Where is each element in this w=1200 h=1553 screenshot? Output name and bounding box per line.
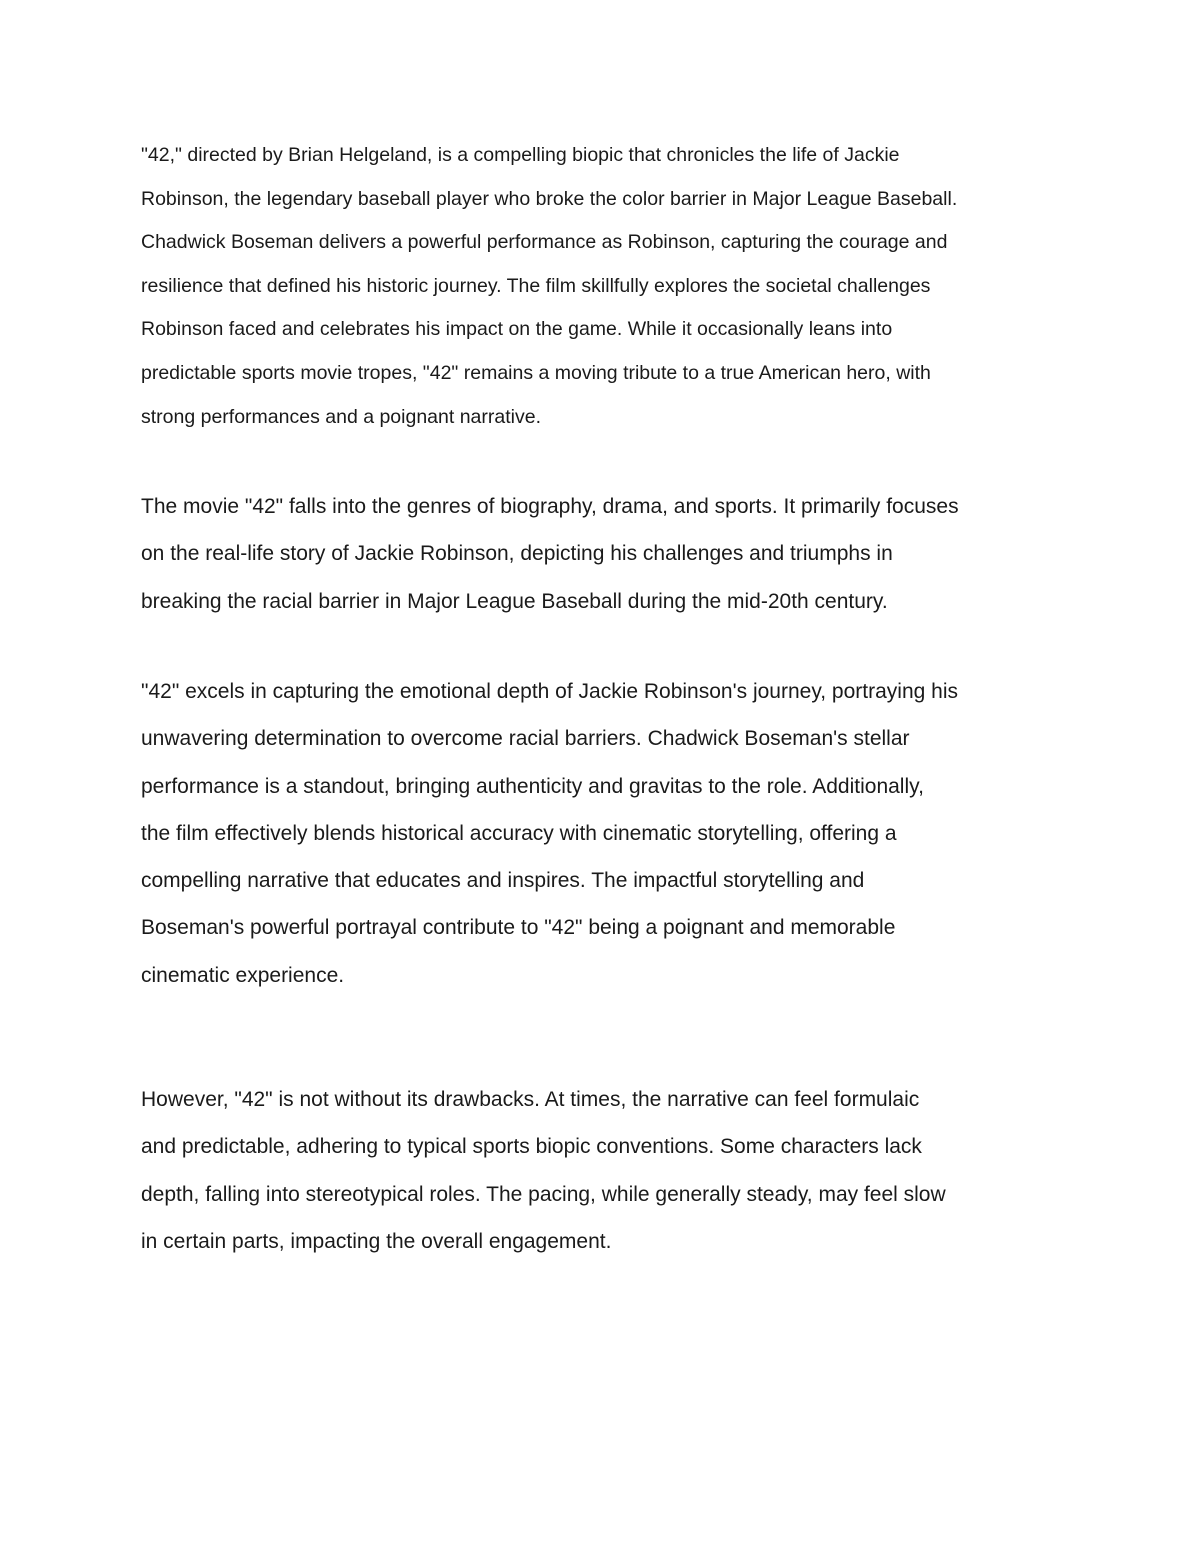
- text-line: and predictable, adhering to typical sports biopic conventions. Some characters lack: [141, 1135, 922, 1159]
- text-line: unwavering determination to overcome racial barriers. Chadwick Boseman's stellar: [141, 727, 910, 751]
- text-line: predictable sports movie tropes, "42" remains a moving tribute to a true American hero, with: [141, 361, 931, 384]
- text-line: depth, falling into stereotypical roles. The pacing, while generally steady, may feel slow: [141, 1182, 946, 1206]
- paragraph-drawbacks: [141, 1076, 1071, 1265]
- text-line: resilience that defined his historic journey. The film skillfully explores the societal challenges: [141, 274, 931, 297]
- text-line: cinematic experience.: [141, 963, 345, 987]
- paragraph-summary: [141, 134, 1071, 439]
- text-line: on the real-life story of Jackie Robinson, depicting his challenges and triumphs in: [141, 542, 893, 566]
- text-line: However, "42" is not without its drawbacks. At times, the narrative can feel formulaic: [141, 1088, 920, 1111]
- text-line: strong performances and a poignant narrative.: [141, 405, 541, 428]
- paragraph-genres: [141, 483, 1071, 625]
- text-line: The movie "42" falls into the genres of biography, drama, and sports. It primarily focuses: [141, 495, 959, 518]
- paragraph-strengths: [141, 668, 1071, 999]
- text-line: "42," directed by Brian Helgeland, is a compelling biopic that chronicles the life of Jackie: [141, 144, 900, 166]
- text-line: Boseman's powerful portrayal contribute to "42" being a poignant and memorable: [141, 916, 896, 940]
- text-line: performance is a standout, bringing authenticity and gravitas to the role. Additionally,: [141, 774, 924, 798]
- text-line: Robinson faced and celebrates his impact on the game. While it occasionally leans into: [141, 318, 893, 341]
- text-line: the film effectively blends historical accuracy with cinematic storytelling, offering a: [141, 821, 897, 845]
- text-line: Robinson, the legendary baseball player who broke the color barrier in Major League Baseball.: [141, 187, 958, 210]
- text-line: in certain parts, impacting the overall engagement.: [141, 1229, 612, 1253]
- text-line: compelling narrative that educates and inspires. The impactful storytelling and: [141, 869, 865, 893]
- text-line: "42" excels in capturing the emotional depth of Jackie Robinson's journey, portraying his: [141, 680, 958, 703]
- text-line: breaking the racial barrier in Major League Baseball during the mid-20th century.: [141, 589, 888, 613]
- text-line: Chadwick Boseman delivers a powerful performance as Robinson, capturing the courage and: [141, 231, 948, 254]
